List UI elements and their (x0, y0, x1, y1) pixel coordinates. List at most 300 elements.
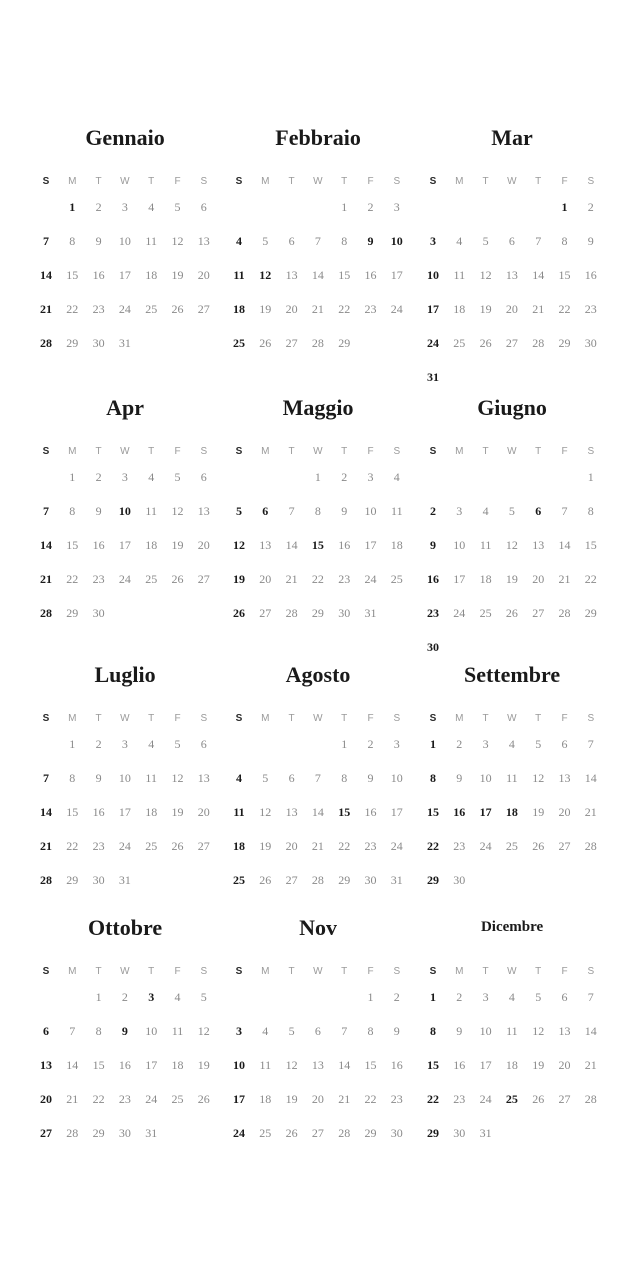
day-cell[interactable]: 2 (456, 990, 463, 1004)
day-cell[interactable]: 8 (430, 771, 436, 785)
day-cell[interactable]: 4 (393, 470, 400, 484)
day-cell[interactable]: 4 (482, 504, 489, 518)
day-cell[interactable]: 1 (69, 470, 76, 484)
day-cell[interactable]: 11 (145, 771, 157, 785)
day-cell[interactable]: 10 (364, 504, 377, 518)
day-cell[interactable]: 20 (505, 302, 518, 316)
day-cell[interactable]: 28 (66, 1126, 79, 1140)
day-cell[interactable]: 11 (506, 771, 518, 785)
day-cell[interactable]: 12 (197, 1024, 210, 1038)
day-cell[interactable]: 22 (66, 302, 79, 316)
day-cell[interactable]: 22 (558, 302, 571, 316)
day-cell[interactable]: 8 (69, 504, 76, 518)
day-cell[interactable]: 7 (341, 1024, 348, 1038)
day-cell[interactable]: 11 (171, 1024, 184, 1038)
day-cell[interactable]: 5 (288, 1024, 295, 1038)
day-cell[interactable]: 14 (66, 1058, 79, 1072)
day-cell[interactable]: 6 (508, 234, 515, 248)
day-cell[interactable]: 23 (364, 302, 377, 316)
day-cell[interactable]: 16 (92, 538, 105, 552)
day-cell[interactable]: 9 (587, 234, 594, 248)
day-cell[interactable]: 8 (69, 234, 76, 248)
day-cell[interactable]: 24 (145, 1092, 158, 1106)
day-cell[interactable]: 9 (456, 771, 463, 785)
day-cell[interactable]: 11 (259, 1058, 272, 1072)
day-cell[interactable]: 21 (285, 572, 298, 586)
day-cell[interactable]: 18 (145, 805, 158, 819)
day-cell[interactable]: 12 (171, 234, 184, 248)
day-cell[interactable]: 26 (259, 336, 272, 350)
day-cell[interactable]: 8 (314, 504, 321, 518)
day-cell[interactable]: 6 (561, 737, 568, 751)
day-cell[interactable]: 9 (95, 504, 102, 518)
day-cell[interactable]: 23 (390, 1092, 403, 1106)
day-cell[interactable]: 27 (285, 336, 298, 350)
day-cell[interactable]: 11 (391, 504, 403, 518)
day-cell[interactable]: 23 (338, 572, 351, 586)
day-cell[interactable]: 12 (479, 268, 492, 282)
day-cell[interactable]: 22 (338, 839, 351, 853)
day-cell[interactable]: 1 (430, 990, 436, 1004)
day-cell[interactable]: 6 (200, 737, 207, 751)
day-cell[interactable]: 26 (285, 1126, 298, 1140)
day-cell[interactable]: 17 (479, 805, 492, 819)
day-cell[interactable]: 4 (508, 737, 515, 751)
day-cell[interactable]: 10 (118, 234, 131, 248)
day-cell[interactable]: 5 (482, 234, 489, 248)
day-cell[interactable]: 13 (558, 771, 571, 785)
day-cell[interactable]: 26 (479, 336, 492, 350)
day-cell[interactable]: 25 (233, 873, 245, 887)
day-cell[interactable]: 5 (174, 737, 181, 751)
day-cell[interactable]: 30 (453, 873, 466, 887)
day-cell[interactable]: 21 (558, 572, 571, 586)
day-cell[interactable]: 29 (338, 873, 351, 887)
day-cell[interactable]: 8 (561, 234, 568, 248)
day-cell[interactable]: 11 (506, 1024, 518, 1038)
day-cell[interactable]: 23 (118, 1092, 131, 1106)
day-cell[interactable]: 14 (285, 538, 298, 552)
day-cell[interactable]: 21 (532, 302, 545, 316)
day-cell[interactable]: 14 (311, 268, 324, 282)
day-cell[interactable]: 24 (427, 336, 439, 350)
day-cell[interactable]: 18 (479, 572, 492, 586)
day-cell[interactable]: 10 (479, 1024, 492, 1038)
day-cell[interactable]: 30 (92, 606, 105, 620)
day-cell[interactable]: 16 (364, 805, 377, 819)
day-cell[interactable]: 10 (427, 268, 439, 282)
day-cell[interactable]: 26 (197, 1092, 210, 1106)
day-cell[interactable]: 22 (427, 1092, 439, 1106)
day-cell[interactable]: 5 (262, 771, 269, 785)
day-cell[interactable]: 1 (95, 990, 102, 1004)
day-cell[interactable]: 27 (505, 336, 518, 350)
day-cell[interactable]: 27 (558, 1092, 571, 1106)
day-cell[interactable]: 26 (259, 873, 272, 887)
day-cell[interactable]: 28 (311, 336, 324, 350)
day-cell[interactable]: 16 (338, 538, 351, 552)
day-cell[interactable]: 7 (69, 1024, 76, 1038)
day-cell[interactable]: 18 (233, 302, 245, 316)
day-cell[interactable]: 11 (453, 268, 466, 282)
day-cell[interactable]: 7 (314, 234, 321, 248)
day-cell[interactable]: 29 (364, 1126, 377, 1140)
day-cell[interactable]: 2 (95, 470, 102, 484)
day-cell[interactable]: 16 (453, 805, 466, 819)
day-cell[interactable]: 17 (427, 302, 439, 316)
day-cell[interactable]: 31 (118, 873, 131, 887)
day-cell[interactable]: 6 (43, 1024, 49, 1038)
day-cell[interactable]: 2 (367, 200, 374, 214)
day-cell[interactable]: 14 (532, 268, 545, 282)
day-cell[interactable]: 27 (40, 1126, 52, 1140)
day-cell[interactable]: 26 (532, 839, 545, 853)
day-cell[interactable]: 21 (40, 572, 52, 586)
day-cell[interactable]: 20 (197, 538, 210, 552)
day-cell[interactable]: 29 (584, 606, 597, 620)
day-cell[interactable]: 23 (584, 302, 597, 316)
day-cell[interactable]: 21 (311, 839, 324, 853)
day-cell[interactable]: 20 (558, 1058, 571, 1072)
day-cell[interactable]: 13 (558, 1024, 571, 1038)
day-cell[interactable]: 9 (95, 234, 102, 248)
day-cell[interactable]: 6 (314, 1024, 321, 1038)
day-cell[interactable]: 22 (427, 839, 439, 853)
day-cell[interactable]: 29 (66, 873, 79, 887)
day-cell[interactable]: 13 (197, 234, 210, 248)
day-cell[interactable]: 30 (92, 873, 105, 887)
day-cell[interactable]: 3 (121, 470, 128, 484)
day-cell[interactable]: 21 (584, 805, 597, 819)
day-cell[interactable]: 29 (92, 1126, 105, 1140)
day-cell[interactable]: 20 (259, 572, 272, 586)
day-cell[interactable]: 23 (364, 839, 377, 853)
day-cell[interactable]: 21 (40, 839, 52, 853)
day-cell[interactable]: 27 (311, 1126, 324, 1140)
day-cell[interactable]: 29 (558, 336, 571, 350)
day-cell[interactable]: 25 (145, 572, 158, 586)
day-cell[interactable]: 23 (427, 606, 439, 620)
day-cell[interactable]: 20 (532, 572, 545, 586)
day-cell[interactable]: 3 (430, 234, 436, 248)
day-cell[interactable]: 4 (148, 470, 155, 484)
day-cell[interactable]: 30 (390, 1126, 403, 1140)
day-cell[interactable]: 12 (171, 504, 184, 518)
day-cell[interactable]: 23 (453, 839, 466, 853)
day-cell[interactable]: 12 (171, 771, 184, 785)
day-cell[interactable]: 12 (532, 771, 545, 785)
day-cell[interactable]: 30 (118, 1126, 131, 1140)
day-cell[interactable]: 19 (197, 1058, 210, 1072)
day-cell[interactable]: 30 (364, 873, 377, 887)
day-cell[interactable]: 17 (479, 1058, 492, 1072)
day-cell[interactable]: 10 (118, 504, 131, 518)
day-cell[interactable]: 18 (145, 268, 158, 282)
day-cell[interactable]: 1 (587, 470, 594, 484)
day-cell[interactable]: 25 (145, 302, 158, 316)
day-cell[interactable]: 18 (505, 1058, 518, 1072)
day-cell[interactable]: 15 (427, 805, 439, 819)
day-cell[interactable]: 24 (390, 839, 403, 853)
day-cell[interactable]: 1 (561, 200, 568, 214)
day-cell[interactable]: 24 (118, 302, 131, 316)
day-cell[interactable]: 3 (121, 200, 128, 214)
day-cell[interactable]: 26 (505, 606, 518, 620)
day-cell[interactable]: 24 (479, 839, 492, 853)
day-cell[interactable]: 4 (262, 1024, 269, 1038)
day-cell[interactable]: 1 (69, 200, 76, 214)
day-cell[interactable]: 27 (558, 839, 571, 853)
day-cell[interactable]: 19 (171, 805, 184, 819)
day-cell[interactable]: 20 (285, 839, 298, 853)
day-cell[interactable]: 2 (341, 470, 348, 484)
day-cell[interactable]: 10 (118, 771, 131, 785)
day-cell[interactable]: 18 (233, 839, 245, 853)
day-cell[interactable]: 16 (584, 268, 597, 282)
day-cell[interactable]: 2 (367, 737, 374, 751)
day-cell[interactable]: 4 (236, 771, 242, 785)
day-cell[interactable]: 25 (233, 336, 245, 350)
day-cell[interactable]: 5 (236, 504, 242, 518)
day-cell[interactable]: 22 (311, 572, 324, 586)
day-cell[interactable]: 26 (171, 572, 184, 586)
day-cell[interactable]: 14 (584, 1024, 597, 1038)
day-cell[interactable]: 24 (233, 1126, 245, 1140)
day-cell[interactable]: 2 (393, 990, 400, 1004)
day-cell[interactable]: 5 (535, 737, 542, 751)
day-cell[interactable]: 27 (197, 572, 210, 586)
day-cell[interactable]: 31 (427, 370, 439, 384)
day-cell[interactable]: 19 (532, 1058, 545, 1072)
day-cell[interactable]: 12 (285, 1058, 298, 1072)
day-cell[interactable]: 25 (479, 606, 492, 620)
day-cell[interactable]: 5 (174, 470, 181, 484)
day-cell[interactable]: 17 (118, 268, 131, 282)
day-cell[interactable]: 8 (367, 1024, 374, 1038)
day-cell[interactable]: 14 (584, 771, 597, 785)
day-cell[interactable]: 5 (200, 990, 207, 1004)
day-cell[interactable]: 11 (233, 268, 245, 282)
day-cell[interactable]: 28 (40, 606, 52, 620)
day-cell[interactable]: 18 (505, 805, 518, 819)
day-cell[interactable]: 3 (456, 504, 463, 518)
day-cell[interactable]: 6 (200, 470, 207, 484)
day-cell[interactable]: 7 (561, 504, 568, 518)
day-cell[interactable]: 26 (171, 302, 184, 316)
day-cell[interactable]: 7 (587, 737, 594, 751)
day-cell[interactable]: 24 (118, 572, 131, 586)
day-cell[interactable]: 1 (341, 200, 348, 214)
day-cell[interactable]: 13 (40, 1058, 52, 1072)
day-cell[interactable]: 3 (367, 470, 374, 484)
day-cell[interactable]: 26 (233, 606, 245, 620)
day-cell[interactable]: 30 (427, 640, 439, 654)
day-cell[interactable]: 28 (311, 873, 324, 887)
day-cell[interactable]: 1 (341, 737, 348, 751)
day-cell[interactable]: 8 (69, 771, 76, 785)
day-cell[interactable]: 7 (43, 504, 49, 518)
day-cell[interactable]: 21 (584, 1058, 597, 1072)
day-cell[interactable]: 14 (338, 1058, 351, 1072)
day-cell[interactable]: 7 (43, 234, 49, 248)
day-cell[interactable]: 17 (118, 805, 131, 819)
day-cell[interactable]: 5 (262, 234, 269, 248)
day-cell[interactable]: 13 (259, 538, 272, 552)
day-cell[interactable]: 20 (311, 1092, 324, 1106)
day-cell[interactable]: 2 (95, 200, 102, 214)
day-cell[interactable]: 6 (200, 200, 207, 214)
day-cell[interactable]: 4 (236, 234, 242, 248)
day-cell[interactable]: 3 (393, 737, 400, 751)
day-cell[interactable]: 27 (285, 873, 298, 887)
day-cell[interactable]: 23 (453, 1092, 466, 1106)
day-cell[interactable]: 16 (453, 1058, 466, 1072)
day-cell[interactable]: 15 (338, 268, 351, 282)
day-cell[interactable]: 31 (145, 1126, 158, 1140)
day-cell[interactable]: 19 (259, 302, 272, 316)
day-cell[interactable]: 28 (584, 839, 597, 853)
day-cell[interactable]: 11 (479, 538, 492, 552)
day-cell[interactable]: 16 (92, 268, 105, 282)
day-cell[interactable]: 7 (535, 234, 542, 248)
day-cell[interactable]: 29 (338, 336, 351, 350)
day-cell[interactable]: 15 (427, 1058, 439, 1072)
day-cell[interactable]: 6 (262, 504, 269, 518)
day-cell[interactable]: 14 (311, 805, 324, 819)
day-cell[interactable]: 10 (453, 538, 466, 552)
day-cell[interactable]: 24 (453, 606, 466, 620)
day-cell[interactable]: 25 (171, 1092, 184, 1106)
day-cell[interactable]: 6 (561, 990, 568, 1004)
day-cell[interactable]: 30 (92, 336, 105, 350)
day-cell[interactable]: 1 (430, 737, 436, 751)
day-cell[interactable]: 13 (285, 268, 298, 282)
day-cell[interactable]: 29 (66, 606, 79, 620)
day-cell[interactable]: 22 (66, 839, 79, 853)
day-cell[interactable]: 2 (95, 737, 102, 751)
day-cell[interactable]: 3 (236, 1024, 242, 1038)
day-cell[interactable]: 5 (508, 504, 515, 518)
day-cell[interactable]: 17 (453, 572, 466, 586)
day-cell[interactable]: 18 (259, 1092, 272, 1106)
day-cell[interactable]: 25 (505, 839, 518, 853)
day-cell[interactable]: 27 (259, 606, 272, 620)
day-cell[interactable]: 13 (197, 504, 210, 518)
day-cell[interactable]: 5 (535, 990, 542, 1004)
day-cell[interactable]: 25 (505, 1092, 518, 1106)
day-cell[interactable]: 9 (430, 538, 436, 552)
day-cell[interactable]: 29 (66, 336, 79, 350)
day-cell[interactable]: 31 (390, 873, 403, 887)
day-cell[interactable]: 3 (148, 990, 155, 1004)
day-cell[interactable]: 1 (69, 737, 76, 751)
day-cell[interactable]: 17 (390, 805, 403, 819)
day-cell[interactable]: 16 (427, 572, 439, 586)
day-cell[interactable]: 28 (40, 336, 52, 350)
day-cell[interactable]: 17 (233, 1092, 245, 1106)
day-cell[interactable]: 21 (338, 1092, 351, 1106)
day-cell[interactable]: 1 (314, 470, 321, 484)
day-cell[interactable]: 29 (427, 1126, 439, 1140)
day-cell[interactable]: 18 (171, 1058, 184, 1072)
day-cell[interactable]: 10 (145, 1024, 158, 1038)
day-cell[interactable]: 6 (288, 771, 295, 785)
day-cell[interactable]: 25 (259, 1126, 272, 1140)
day-cell[interactable]: 9 (456, 1024, 463, 1038)
day-cell[interactable]: 6 (288, 234, 295, 248)
day-cell[interactable]: 28 (532, 336, 545, 350)
day-cell[interactable]: 18 (453, 302, 466, 316)
day-cell[interactable]: 10 (390, 771, 403, 785)
day-cell[interactable]: 26 (171, 839, 184, 853)
day-cell[interactable]: 31 (364, 606, 377, 620)
day-cell[interactable]: 15 (584, 538, 597, 552)
day-cell[interactable]: 29 (311, 606, 324, 620)
day-cell[interactable]: 22 (92, 1092, 105, 1106)
day-cell[interactable]: 3 (121, 737, 128, 751)
day-cell[interactable]: 2 (121, 990, 128, 1004)
day-cell[interactable]: 8 (341, 234, 348, 248)
day-cell[interactable]: 22 (338, 302, 351, 316)
day-cell[interactable]: 3 (482, 737, 489, 751)
day-cell[interactable]: 21 (66, 1092, 79, 1106)
day-cell[interactable]: 4 (148, 200, 155, 214)
day-cell[interactable]: 9 (95, 771, 102, 785)
day-cell[interactable]: 23 (92, 572, 105, 586)
day-cell[interactable]: 19 (259, 839, 272, 853)
day-cell[interactable]: 15 (311, 538, 324, 552)
day-cell[interactable]: 21 (40, 302, 52, 316)
day-cell[interactable]: 19 (233, 572, 245, 586)
day-cell[interactable]: 16 (390, 1058, 403, 1072)
day-cell[interactable]: 5 (174, 200, 181, 214)
day-cell[interactable]: 12 (233, 538, 245, 552)
day-cell[interactable]: 2 (587, 200, 594, 214)
day-cell[interactable]: 2 (456, 737, 463, 751)
day-cell[interactable]: 15 (558, 268, 571, 282)
day-cell[interactable]: 28 (40, 873, 52, 887)
day-cell[interactable]: 4 (508, 990, 515, 1004)
day-cell[interactable]: 12 (532, 1024, 545, 1038)
day-cell[interactable]: 8 (587, 504, 594, 518)
day-cell[interactable]: 17 (390, 268, 403, 282)
day-cell[interactable]: 28 (338, 1126, 351, 1140)
day-cell[interactable]: 9 (367, 234, 374, 248)
day-cell[interactable]: 13 (505, 268, 518, 282)
day-cell[interactable]: 3 (393, 200, 400, 214)
day-cell[interactable]: 16 (92, 805, 105, 819)
day-cell[interactable]: 19 (479, 302, 492, 316)
day-cell[interactable]: 28 (558, 606, 571, 620)
day-cell[interactable]: 4 (456, 234, 463, 248)
day-cell[interactable]: 8 (95, 1024, 102, 1038)
day-cell[interactable]: 15 (66, 805, 79, 819)
day-cell[interactable]: 12 (259, 268, 272, 282)
day-cell[interactable]: 27 (532, 606, 545, 620)
day-cell[interactable]: 10 (390, 234, 403, 248)
day-cell[interactable]: 13 (532, 538, 545, 552)
day-cell[interactable]: 4 (174, 990, 181, 1004)
day-cell[interactable]: 20 (558, 805, 571, 819)
day-cell[interactable]: 9 (393, 1024, 400, 1038)
day-cell[interactable]: 31 (118, 336, 131, 350)
day-cell[interactable]: 20 (285, 302, 298, 316)
day-cell[interactable]: 19 (171, 538, 184, 552)
day-cell[interactable]: 19 (505, 572, 518, 586)
day-cell[interactable]: 24 (390, 302, 403, 316)
day-cell[interactable]: 7 (288, 504, 295, 518)
day-cell[interactable]: 2 (430, 504, 436, 518)
